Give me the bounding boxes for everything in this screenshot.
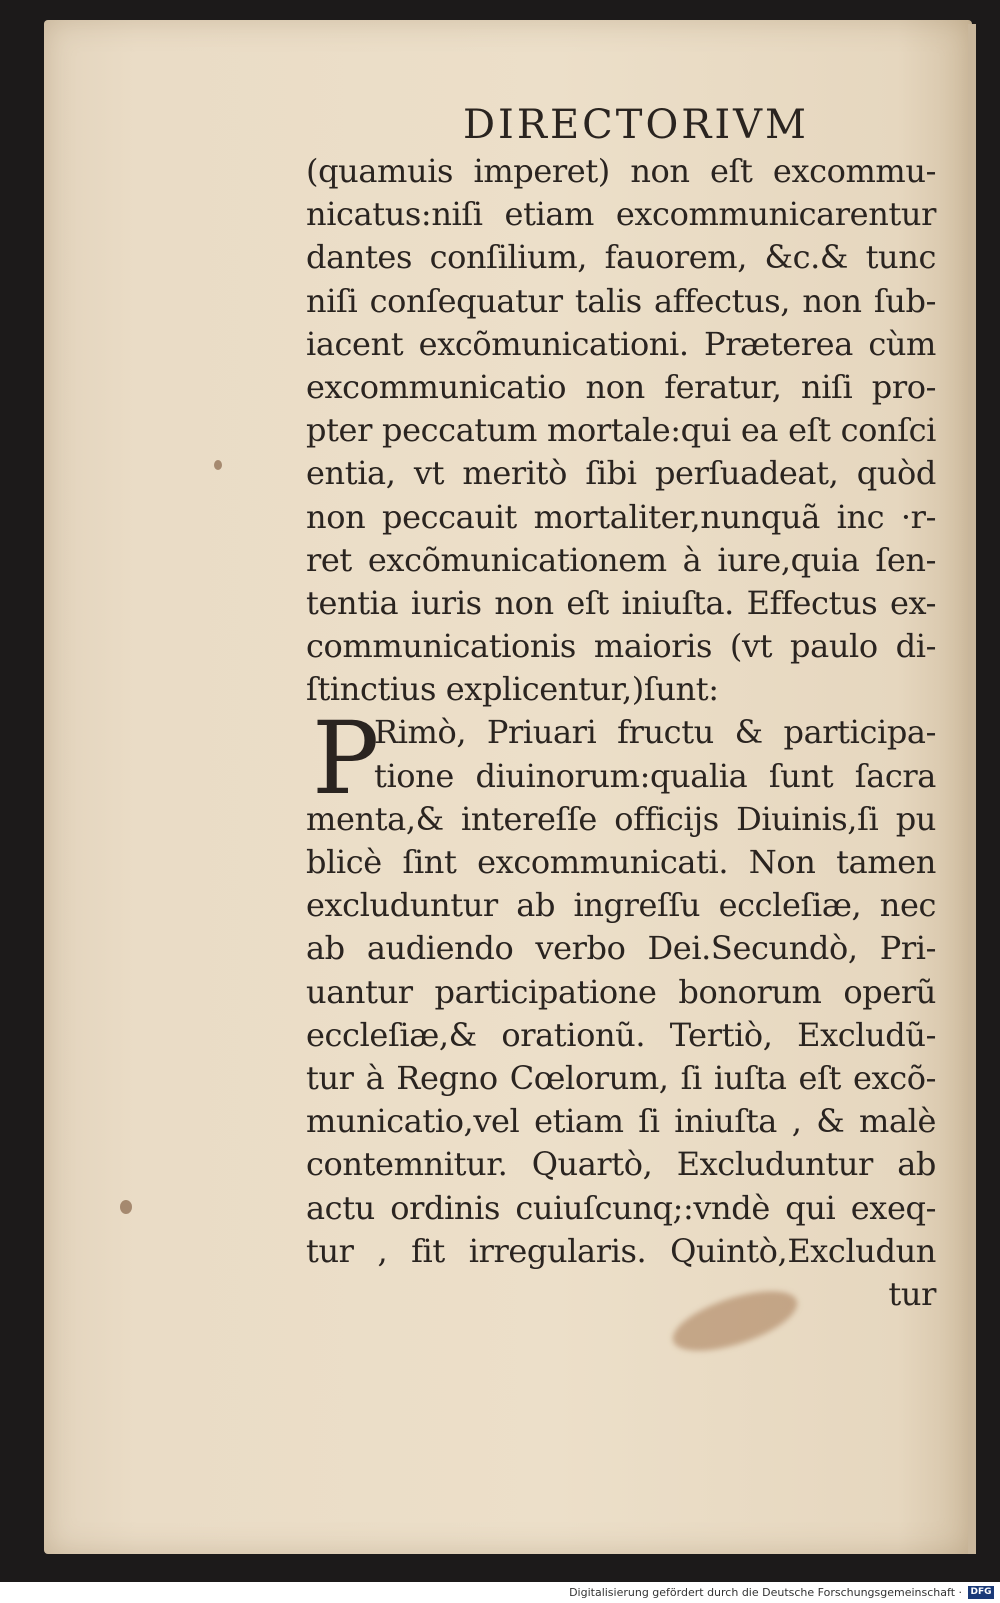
text-line: menta,& intereſſe officijs Diuinis,ſi pu xyxy=(306,799,936,838)
text-line: ret excõmunicationem à iure,quia ſen- xyxy=(306,540,936,579)
paragraph-primo xyxy=(306,700,936,818)
text-line: tur à Regno Cœlorum, ſi iuſta eſt excõ- xyxy=(306,1058,936,1097)
text-line: nicatus:niſi etiam excommunicarentur xyxy=(306,195,936,234)
text-line: Rimò, Priuari fructu & participa- xyxy=(374,713,936,752)
text-line: tione diuinorum:qualia ſunt ſacra xyxy=(374,756,936,795)
text-block xyxy=(306,104,936,1316)
text-line: non peccauit mortaliter,nunquã inc ·r- xyxy=(306,497,936,536)
text-line: communicationis maioris (vt paulo di- xyxy=(306,627,936,666)
page-edge xyxy=(968,24,976,1554)
text-line: pter peccatum mortale:qui ea eſt conſci xyxy=(306,411,936,450)
text-line: blicè ſint excommunicati. Non tamen xyxy=(306,843,936,881)
catchword: tur xyxy=(888,1274,936,1313)
text-line: ſtinctius explicentur,)ſunt: xyxy=(306,670,719,709)
text-line: niſi conſequatur talis affectus, non ſub- xyxy=(306,281,936,320)
text-line: contemnitur. Quartò, Excluduntur ab xyxy=(306,1145,936,1184)
text-line: excluduntur ab ingreſſu eccleſiæ, nec xyxy=(306,886,936,925)
text-line: entia, vt meritò ſibi perſuadeat, quòd xyxy=(306,454,936,493)
text-line: tentia iuris non eſt iniuſta. Effectus ex- xyxy=(306,583,936,622)
text-line: ab audiendo verbo Dei.Secundò, Pri- xyxy=(306,929,936,968)
footer-bar xyxy=(0,1582,1000,1603)
text-line: excommunicatio non feratur, niſi pro- xyxy=(306,367,936,406)
page-speck xyxy=(214,460,222,470)
funding-credit: Digitalisierung gefördert durch die Deutsche Forschungsgemeinschaft · xyxy=(569,1586,962,1599)
text-line: actu ordinis cuiuſcunq;:vndè qui exeq- xyxy=(306,1188,936,1227)
dfg-logo-icon: DFG xyxy=(968,1586,994,1599)
text-line: uantur participatione bonorum operũ xyxy=(306,972,936,1011)
drop-cap: P xyxy=(312,700,379,818)
text-line: iacent excõmunicationi. Præterea cùm xyxy=(306,324,936,363)
running-head: DIRECTORIVM xyxy=(462,102,810,148)
text-line: eccleſiæ,& orationũ. Tertiò, Excludũ- xyxy=(306,1015,936,1054)
page-speck xyxy=(120,1200,132,1214)
text-line: (quamuis imperet) non eſt excommu- xyxy=(306,152,936,190)
text-line: tur , fit irregularis. Quintò,Excludun xyxy=(306,1231,936,1270)
text-line: municatio,vel etiam ſi iniuſta , & malè xyxy=(306,1102,936,1141)
text-line: dantes conſilium, fauorem, &c.& tunc xyxy=(306,238,936,277)
